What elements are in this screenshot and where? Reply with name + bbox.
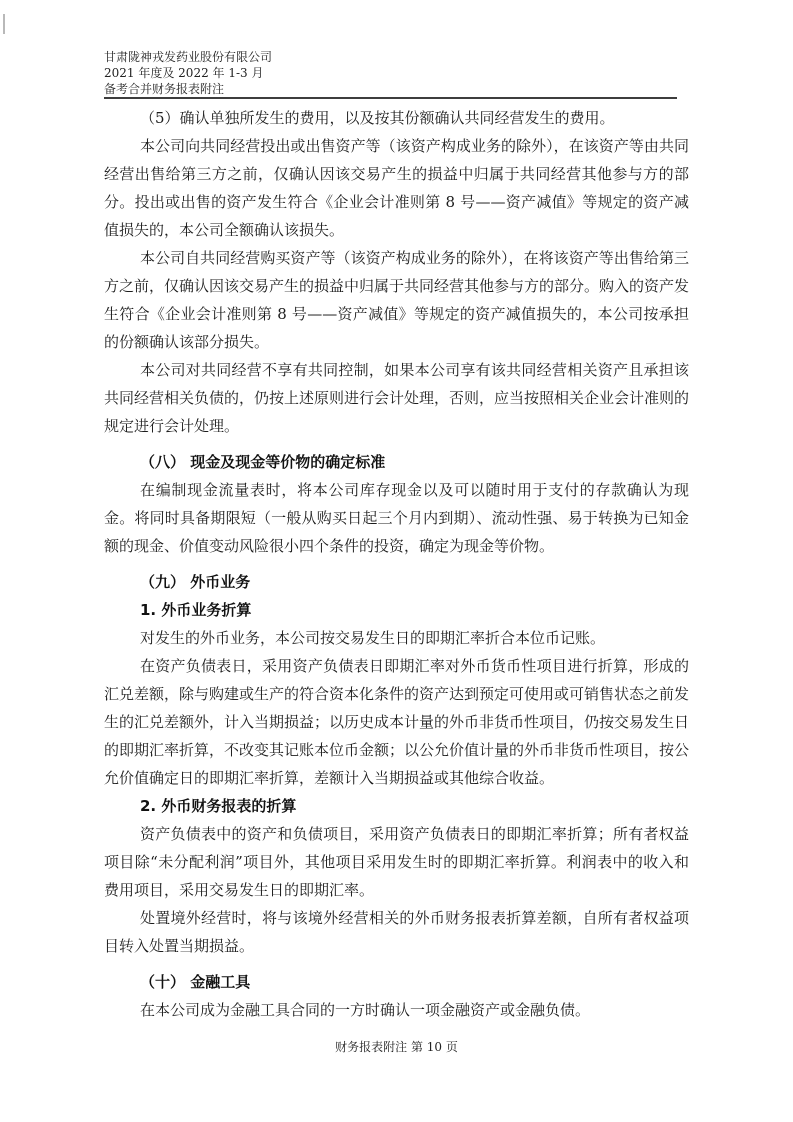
section-heading-8: （八） 现金及现金等价物的确定标准 (140, 453, 386, 471)
header-company-name: 甘肃陇神戎发药业股份有限公司 (104, 50, 273, 64)
section-heading-10: （十） 金融工具 (140, 973, 251, 991)
document-body (104, 104, 689, 1024)
paragraph: 处置境外经营时，将与该境外经营相关的外币财务报表折算差额，自所有者权益项目转入处置当期损益。 (104, 909, 689, 955)
subsection-heading-2: 2. 外币财务报表的折算 (140, 797, 297, 815)
subsection-heading-1: 1. 外币业务折算 (140, 601, 252, 619)
paragraph: 本公司对共同经营不享有共同控制，如果本公司享有该共同经营相关资产且承担该共同经营相关负债的，仍按上述原则进行会计处理，否则，应当按照相关企业会计准则的规定进行会计处理。 (104, 361, 690, 435)
paragraph: 资产负债表中的资产和负债项目，采用资产负债表日的即期汇率折算；所有者权益项目除“未分配利润”项目外，其他项目采用发生时的即期汇率折算。利润表中的收入和费用项目，采用交易发生日的即期汇率。 (104, 825, 689, 899)
document-header (104, 49, 677, 99)
paragraph: 在编制现金流量表时，将本公司库存现金以及可以随时用于支付的存款确认为现金。将同时具备期限短（一般从购买日起三个月内到期）、流动性强、易于转换为已知金额的现金、价值变动风险很小四个条件的投资，确定为现金等价物。 (104, 481, 689, 555)
paragraph: 在本公司成为金融工具合同的一方时确认一项金融资产或金融负债。 (140, 1001, 591, 1019)
scan-artifact (3, 14, 5, 34)
paragraph: 本公司自共同经营购买资产等（该资产构成业务的除外），在将该资产等出售给第三方之前，仅确认因该交易产生的损益中归属于共同经营其他参与方的部分。购入的资产发生符合《企业会计准则第 8 号——资产减值》等规定的资产减值损失的，本公司按承担的份额确认该部分损失。 (104, 249, 690, 351)
header-report-title: 备考合并财务报表附注 (104, 82, 225, 96)
paragraph: 对发生的外币业务，本公司按交易发生日的即期汇率折合本位币记账。 (140, 629, 606, 647)
paragraph: （5）确认单独所发生的费用，以及按其份额确认共同经营发生的费用。 (140, 109, 615, 127)
paragraph: 本公司向共同经营投出或出售资产等（该资产构成业务的除外），在该资产等由共同经营出售给第三方之前，仅确认因该交易产生的损益中归属于共同经营其他参与方的部分。投出或出售的资产发生符合《企业会计准则第 8 号——资产减值》等规定的资产减值损失的，本公司全额确认该损失。 (104, 137, 689, 239)
section-heading-9: （九） 外币业务 (140, 573, 251, 591)
paragraph: 在资产负债表日，采用资产负债表日即期汇率对外币货币性项目进行折算，形成的汇兑差额，除与购建或生产的符合资本化条件的资产达到预定可使用或可销售状态之前发生的汇兑差额外，计入当期损益；以历史成本计量的外币非货币性项目，仍按交易发生日的即期汇率折算，不改变其记账本位币金额；以公允价值计量的外币非货币性项目，按公允价值确定日的即期汇率折算，差额计入当期损益或其他综合收益。 (104, 657, 690, 787)
page-footer: 财务报表附注 第 10 页 (335, 1040, 458, 1054)
header-report-period: 2021 年度及 2022 年 1-3 月 (104, 66, 264, 80)
